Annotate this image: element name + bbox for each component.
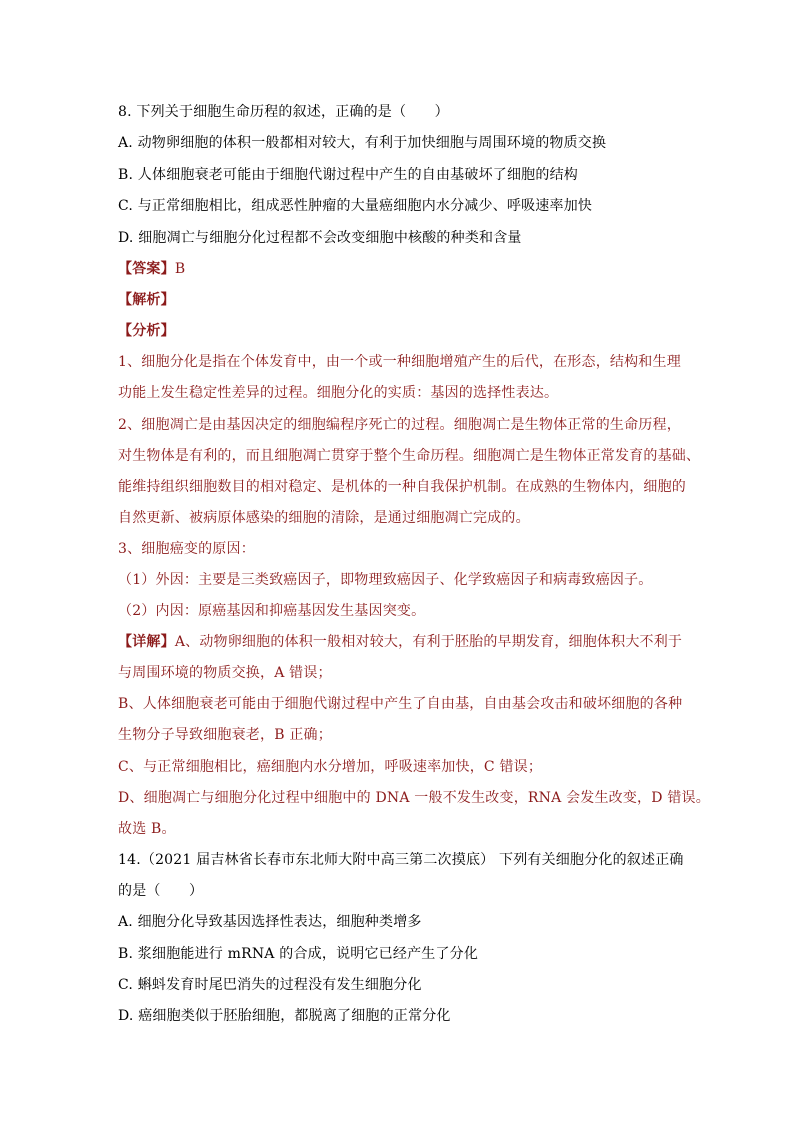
detail-line-2: 与周围环境的物质交换，A 错误； [118, 665, 332, 681]
q8-option-a: A. 动物卵细胞的体积一般都相对较大，有利于加快细胞与周围环境的物质交换 [118, 135, 607, 151]
fenxi-tag: 【分析】 [118, 323, 175, 339]
analysis-line-1: 1、细胞分化是指在个体发育中，由一个或一种细胞增殖产生的后代，在形态，结构和生理 [118, 354, 681, 370]
detail-line-4: 生物分子导致细胞衰老，B 正确； [118, 727, 332, 743]
answer-tag: 【答案】 [118, 261, 175, 277]
detail-line-5: C、与正常细胞相比，癌细胞内水分增加，呼吸速率加快，C 错误； [118, 759, 543, 775]
analysis-line-7: 3、细胞癌变的原因： [118, 541, 255, 557]
analysis-line-9: （2）内因：原癌基因和抑癌基因发生基因突变。 [118, 603, 426, 619]
detail-tag: 【详解】 [118, 634, 175, 650]
analysis-line-2: 功能上发生稳定性差异的过程。细胞分化的实质：基因的选择性表达。 [118, 385, 559, 401]
detail-line-3: B、人体细胞衰老可能由于细胞代谢过程中产生了自由基，自由基会攻击和破坏细胞的各种 [118, 696, 683, 712]
q14-option-b: B. 浆细胞能进行 mRNA 的合成，说明它已经产生了分化 [118, 946, 479, 962]
analysis-line-4: 对生物体是有利的，而且细胞凋亡贯穿于整个生命历程。细胞凋亡是生物体正常发育的基础、 [118, 448, 701, 464]
q8-option-d: D. 细胞凋亡与细胞分化过程都不会改变细胞中核酸的种类和含量 [118, 230, 522, 246]
q14-stem-line-1: 14.（2021 届吉林省长春市东北师大附中高三第二次摸底） 下列有关细胞分化的叙述正确 [118, 852, 684, 868]
q8-stem: 8. 下列关于细胞生命历程的叙述，正确的是（ ） [118, 104, 449, 120]
analysis-line-6: 自然更新、被病原体感染的细胞的清除，是通过细胞凋亡完成的。 [118, 510, 530, 526]
answer-value: B [174, 261, 186, 277]
detail-line-first [118, 632, 688, 652]
q14-option-d: D. 癌细胞类似于胚胎细胞，都脱离了细胞的正常分化 [118, 1008, 451, 1024]
conclusion-line: 故选 B。 [118, 821, 176, 837]
q14-stem-line-2: 的是（ ） [118, 883, 204, 899]
q14-option-c: C. 蝌蚪发育时尾巴消失的过程没有发生细胞分化 [118, 977, 422, 993]
detail-first-text: A、动物卵细胞的体积一般相对较大，有利于胚胎的早期发育，细胞体积大不利于 [174, 634, 683, 650]
analysis-line-8: （1）外因：主要是三类致癌因子，即物理致癌因子、化学致癌因子和病毒致癌因子。 [118, 572, 653, 588]
q8-option-b: B. 人体细胞衰老可能由于细胞代谢过程中产生的自由基破坏了细胞的结构 [118, 167, 578, 183]
q8-option-c: C. 与正常细胞相比，组成恶性肿瘤的大量癌细胞内水分减少、呼吸速率加快 [118, 198, 593, 214]
jiexi-tag: 【解析】 [118, 292, 175, 308]
analysis-line-5: 能维持组织细胞数目的相对稳定、是机体的一种自我保护机制。在成熟的生物体内，细胞的 [118, 479, 686, 495]
detail-line-6: D、细胞凋亡与细胞分化过程中细胞中的 DNA 一般不发生改变，RNA 会发生改变，D 错误。 [118, 790, 710, 806]
q14-option-a: A. 细胞分化导致基因选择性表达，细胞种类增多 [118, 914, 422, 930]
analysis-line-3: 2、细胞凋亡是由基因决定的细胞编程序死亡的过程。细胞凋亡是生物体正常的生命历程， [118, 417, 681, 433]
answer-line [118, 259, 688, 279]
